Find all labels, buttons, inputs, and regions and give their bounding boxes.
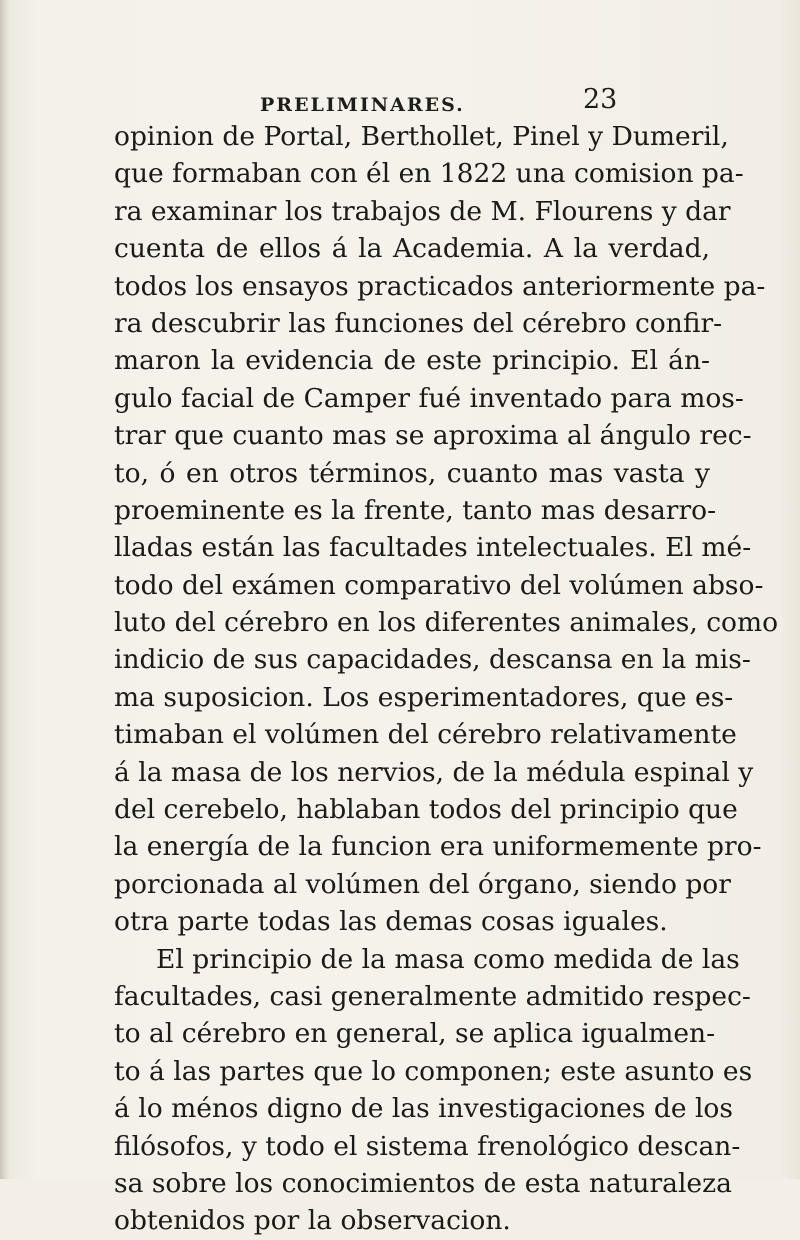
- text-line: otra parte todas las demas cosas iguales.: [114, 906, 668, 938]
- text-line: ra descubrir las funciones del cérebro confir-: [114, 307, 723, 339]
- page-number: 23: [583, 84, 618, 115]
- text-line: facultades, casi generalmente admitido respec-: [114, 980, 751, 1012]
- text-line: maron la evidencia de este principio. El án-: [114, 345, 710, 377]
- text-line: la energía de la funcion era uniformemente pro-: [114, 831, 762, 863]
- text-line: indicio de sus capacidades, descansa en la mis-: [114, 644, 751, 676]
- text-line: to á las partes que lo componen; este asunto es: [114, 1055, 753, 1087]
- text-line: ra examinar los trabajos de M. Flourens y dar: [114, 195, 731, 227]
- text-line: proeminente es la frente, tanto mas desarro-: [114, 494, 717, 526]
- text-line: filósofos, y todo el sistema frenológico descan-: [114, 1130, 741, 1162]
- text-line: obtenidos por la observacion.: [114, 1205, 511, 1237]
- text-line: que formaban con él en 1822 una comision pa-: [114, 158, 744, 190]
- running-head: PRELIMINARES.: [260, 94, 465, 116]
- page-header: [0, 84, 800, 118]
- text-line: luto del cérebro en los diferentes animales, como: [114, 607, 779, 639]
- text-line: sa sobre los conocimientos de esta naturaleza: [114, 1167, 732, 1199]
- text-line: á lo ménos digno de las investigaciones de los: [114, 1093, 733, 1125]
- text-line: á la masa de los nervios, de la médula espinal y: [114, 756, 754, 788]
- text-line: opinion de Portal, Berthollet, Pinel y Dumeril,: [114, 121, 729, 152]
- text-line: cuenta de ellos á la Academia. A la verdad,: [114, 233, 710, 265]
- text-line: del cerebelo, hablaban todos del principio que: [114, 794, 738, 826]
- text-line: gulo facial de Camper fué inventado para mos-: [114, 382, 744, 414]
- text-line: lladas están las facultades intelectuales. El mé-: [114, 532, 752, 564]
- body-text: [114, 118, 779, 1240]
- text-line: todos los ensayos practicados anteriormente pa-: [114, 270, 766, 302]
- text-line: to, ó en otros términos, cuanto mas vasta y: [114, 457, 710, 489]
- text-line: porcionada al volúmen del órgano, siendo por: [114, 868, 731, 900]
- text-line: El principio de la masa como medida de las: [156, 943, 740, 975]
- text-line: timaban el volúmen del cérebro relativamente: [114, 719, 737, 751]
- text-line: to al cérebro en general, se aplica igualmen-: [114, 1018, 716, 1050]
- page-binding-edge: [0, 0, 10, 1179]
- text-line: todo del exámen comparativo del volúmen abso-: [114, 569, 764, 601]
- text-line: trar que cuanto mas se aproxima al ángulo rec-: [114, 420, 752, 452]
- text-line: ma suposicion. Los esperimentadores, que es-: [114, 681, 734, 713]
